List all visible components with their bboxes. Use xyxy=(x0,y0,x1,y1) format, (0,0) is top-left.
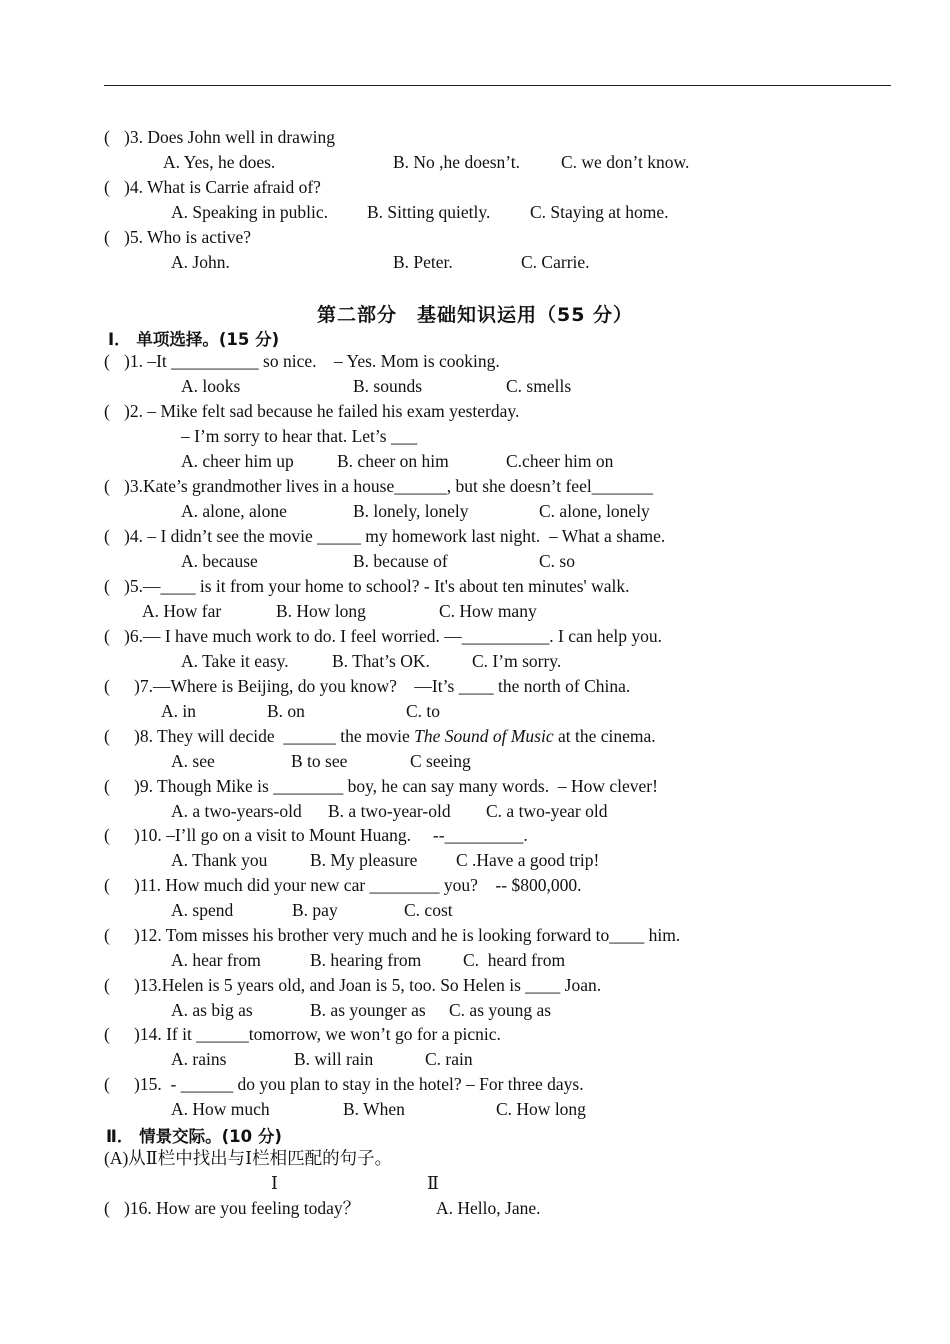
question-text: )6.— I have much work to do. I feel worried. —__________. I can help you. xyxy=(124,626,662,646)
option-a: A. spend xyxy=(171,900,234,920)
option-a: A. see xyxy=(171,751,215,771)
option-b: B. Sitting quietly. xyxy=(367,202,491,222)
option-a: A. because xyxy=(181,551,258,571)
option-b: B. That’s OK. xyxy=(332,651,430,671)
option-c: C. rain xyxy=(425,1049,473,1069)
option-c: C. smells xyxy=(506,376,572,396)
section-title: Ⅱ． 情景交际。(10 分) xyxy=(106,1127,282,1146)
option-a: A. looks xyxy=(181,376,241,396)
column-header-2: Ⅱ xyxy=(427,1173,439,1193)
answer-bracket[interactable]: ( xyxy=(104,975,110,995)
question-text: )10. –I’ll go on a visit to Mount Huang. --_________. xyxy=(134,825,528,845)
option-a: A. rains xyxy=(171,1049,227,1069)
answer-bracket[interactable]: ( xyxy=(104,676,110,696)
question-text: )4. – I didn’t see the movie _____ my homework last night. – What a shame. xyxy=(124,526,666,546)
question-text: )2. – Mike felt sad because he failed his exam yesterday. xyxy=(124,401,520,421)
answer-bracket[interactable]: ( xyxy=(104,227,110,247)
option-a: A. How much xyxy=(171,1099,270,1119)
option-b: B. My pleasure xyxy=(310,850,418,870)
question-text xyxy=(134,726,656,746)
option-a: A. a two-years-old xyxy=(171,801,302,821)
question-text: )9. Though Mike is ________ boy, he can say many words. – How clever! xyxy=(134,776,658,796)
match-option-a: A. Hello, Jane. xyxy=(436,1198,541,1218)
option-c: C. How long xyxy=(496,1099,586,1119)
option-c: C. I’m sorry. xyxy=(472,651,562,671)
column-header-1: Ⅰ xyxy=(271,1173,278,1193)
question-text-pre: )8. They will decide ______ the movie xyxy=(134,726,415,746)
option-b: B. as younger as xyxy=(310,1000,426,1020)
option-a: A. in xyxy=(161,701,196,721)
section-title: Ⅰ． 单项选择。(15 分) xyxy=(108,330,280,349)
option-b: B. No ,he doesn’t. xyxy=(393,152,521,172)
option-b: B. How long xyxy=(276,601,366,621)
option-c: C. we don’t know. xyxy=(561,152,690,172)
answer-bracket[interactable]: ( xyxy=(104,925,110,945)
answer-bracket[interactable]: ( xyxy=(104,825,110,845)
option-b: B. lonely, lonely xyxy=(353,501,469,521)
option-b: B. will rain xyxy=(294,1049,374,1069)
question-text: )3. Does John well in drawing xyxy=(124,127,335,147)
option-c: C. as young as xyxy=(449,1000,552,1020)
option-b: B. because of xyxy=(353,551,448,571)
answer-bracket[interactable]: ( xyxy=(104,401,110,421)
option-c: C .Have a good trip! xyxy=(456,850,600,870)
answer-bracket[interactable]: ( xyxy=(104,1074,110,1094)
question-text: )5.—____ is it from your home to school? - It's about ten minutes' walk. xyxy=(124,576,630,596)
option-a: A. Take it easy. xyxy=(181,651,289,671)
answer-bracket[interactable]: ( xyxy=(104,476,110,496)
option-a: A. as big as xyxy=(171,1000,253,1020)
option-c: C. so xyxy=(539,551,575,571)
answer-bracket[interactable]: ( xyxy=(104,1024,110,1044)
option-b: B. on xyxy=(267,701,305,721)
answer-bracket[interactable]: ( xyxy=(104,776,110,796)
question-text: )12. Tom misses his brother very much and he is looking forward to____ him. xyxy=(134,925,681,945)
header-rule xyxy=(104,85,891,86)
answer-bracket[interactable]: ( xyxy=(104,351,110,371)
option-b: B. When xyxy=(343,1099,405,1119)
option-b: B to see xyxy=(291,751,348,771)
option-c: C. a two-year old xyxy=(486,801,608,821)
option-c: C. cost xyxy=(404,900,453,920)
movie-title: The Sound of Music xyxy=(414,726,554,746)
option-a: A. Thank you xyxy=(171,850,268,870)
question-text-line2: – I’m sorry to hear that. Let’s ___ xyxy=(181,426,418,446)
answer-bracket[interactable]: ( xyxy=(104,1198,110,1218)
question-text: )5. Who is active? xyxy=(124,227,251,247)
answer-bracket[interactable]: ( xyxy=(104,626,110,646)
answer-bracket[interactable]: ( xyxy=(104,526,110,546)
option-a: A. How far xyxy=(142,601,222,621)
section-instructions: (A)从Ⅱ栏中找出与Ⅰ栏相匹配的句子。 xyxy=(104,1148,393,1168)
question-text: )13.Helen is 5 years old, and Joan is 5, too. So Helen is ____ Joan. xyxy=(134,975,602,995)
option-b: B. a two-year-old xyxy=(328,801,451,821)
option-a: A. alone, alone xyxy=(181,501,287,521)
option-b: B. pay xyxy=(292,900,338,920)
option-b: B. sounds xyxy=(353,376,423,396)
question-text: )7.—Where is Beijing, do you know? —It’s ____ the north of China. xyxy=(134,676,631,696)
option-c: C. to xyxy=(406,701,441,721)
option-a: A. cheer him up xyxy=(181,451,294,471)
option-a: A. Yes, he does. xyxy=(163,152,276,172)
option-c: C. How many xyxy=(439,601,537,621)
question-text-post: at the cinema. xyxy=(553,726,656,746)
option-c: C. Staying at home. xyxy=(530,202,669,222)
answer-bracket[interactable]: ( xyxy=(104,875,110,895)
answer-bracket[interactable]: ( xyxy=(104,726,110,746)
option-c: C.cheer him on xyxy=(506,451,614,471)
part-title: 第二部分 基础知识运用（55 分） xyxy=(316,304,634,326)
question-text: )4. What is Carrie afraid of? xyxy=(124,177,321,197)
question-text: )16. How are you feeling today？ xyxy=(124,1198,361,1218)
question-text: )14. If it ______tomorrow, we won’t go for a picnic. xyxy=(134,1024,501,1044)
question-text: )1. –It __________ so nice. – Yes. Mom is cooking. xyxy=(124,351,500,371)
question-text: )3.Kate’s grandmother lives in a house______, but she doesn’t feel_______ xyxy=(124,476,653,496)
answer-bracket[interactable]: ( xyxy=(104,177,110,197)
answer-bracket[interactable]: ( xyxy=(104,576,110,596)
answer-bracket[interactable]: ( xyxy=(104,127,110,147)
option-b: B. cheer on him xyxy=(337,451,449,471)
option-c: C. heard from xyxy=(463,950,566,970)
option-a: A. John. xyxy=(171,252,230,272)
option-b: B. hearing from xyxy=(310,950,422,970)
option-a: A. hear from xyxy=(171,950,261,970)
option-b: B. Peter. xyxy=(393,252,453,272)
option-c: C seeing xyxy=(410,751,471,771)
option-c: C. alone, lonely xyxy=(539,501,650,521)
question-text: )11. How much did your new car ________ you? -- $800,000. xyxy=(134,875,582,895)
question-text: )15. - ______ do you plan to stay in the hotel? – For three days. xyxy=(134,1074,584,1094)
option-a: A. Speaking in public. xyxy=(171,202,328,222)
option-c: C. Carrie. xyxy=(521,252,590,272)
